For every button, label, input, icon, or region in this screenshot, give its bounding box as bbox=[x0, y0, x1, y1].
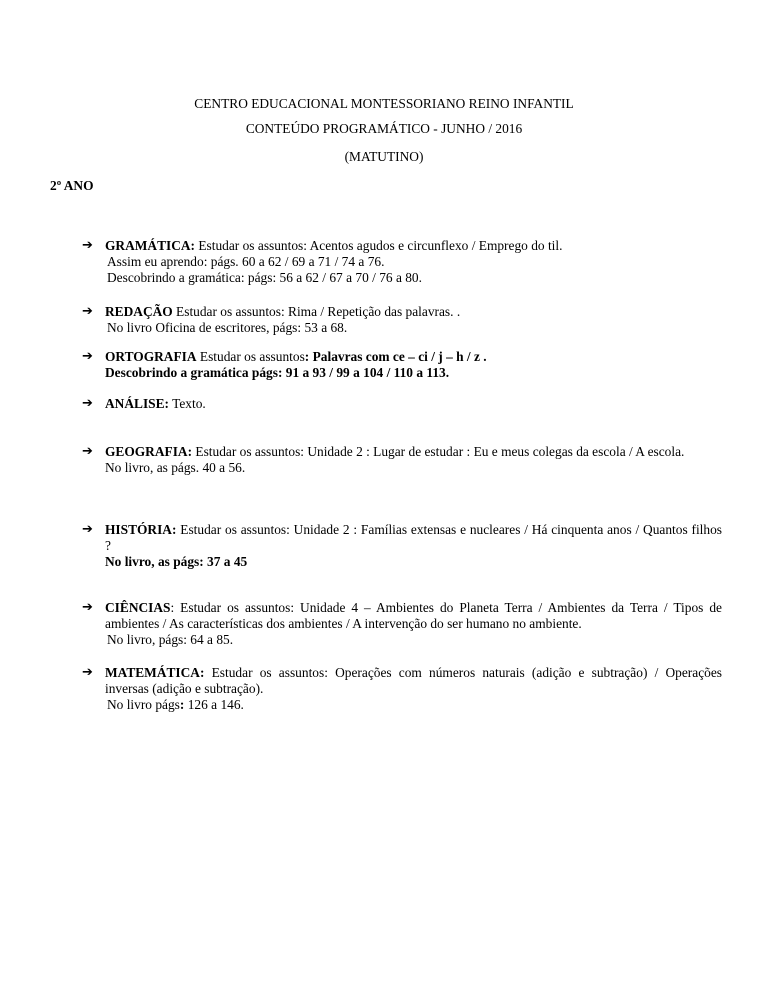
item-content bbox=[105, 444, 722, 476]
subject-label: GRAMÁTICA: bbox=[105, 238, 196, 253]
item-text: Estudar os assuntos: Unidade 2 : Lugar de estudar : Eu e meus colegas da escola / A escola. bbox=[192, 444, 685, 459]
subject-label: HISTÓRIA: bbox=[105, 522, 177, 537]
list-item-gramatica bbox=[82, 238, 722, 286]
list-item-analise bbox=[82, 396, 722, 412]
list-item-ortografia bbox=[82, 349, 722, 381]
arrow-right-icon: ➔ bbox=[82, 396, 93, 411]
item-line: No livro Oficina de escritores, págs: 53 a 68. bbox=[107, 320, 348, 335]
item-content bbox=[105, 665, 722, 713]
item-line: No livro, as págs: 37 a 45 bbox=[105, 554, 248, 569]
subject-label: ORTOGRAFIA bbox=[105, 349, 197, 364]
subject-label: ANÁLISE: bbox=[105, 396, 169, 411]
item-text: Estudar os assuntos: Unidade 2 : Famílias extensas e nucleares / Há cinquenta anos / Quantos filhos ? bbox=[105, 522, 722, 553]
item-line: No livro, as págs. 40 a 56. bbox=[105, 460, 246, 475]
arrow-right-icon: ➔ bbox=[82, 600, 93, 615]
item-line bbox=[107, 697, 722, 713]
item-text: Estudar os assuntos bbox=[196, 349, 305, 364]
line-part: 126 a 146. bbox=[184, 697, 244, 712]
list-item-ciencias bbox=[82, 600, 722, 648]
subject-label: CIÊNCIAS bbox=[105, 600, 171, 615]
shift-label: (MATUTINO) bbox=[344, 149, 424, 164]
item-text: Estudar os assuntos: Rima / Repetição das palavras. . bbox=[172, 304, 461, 319]
item-line: No livro, págs: 64 a 85. bbox=[107, 632, 234, 647]
item-line: Descobrindo a gramática: págs: 56 a 62 / 67 a 70 / 76 a 80. bbox=[107, 270, 422, 285]
subject-label: MATEMÁTICA: bbox=[105, 665, 205, 680]
item-text: Texto. bbox=[169, 396, 206, 411]
list-item-matematica bbox=[82, 665, 722, 713]
list-item-geografia bbox=[82, 444, 722, 476]
list-item-redacao bbox=[82, 304, 722, 336]
list-item-historia bbox=[82, 522, 722, 570]
item-text: Estudar os assuntos: Acentos agudos e circunflexo / Emprego do til. bbox=[195, 238, 563, 253]
item-line: Descobrindo a gramática págs: 91 a 93 / 99 a 104 / 110 a 113. bbox=[105, 365, 450, 380]
item-text-bold: : Palavras com ce – ci / j – h / z . bbox=[304, 349, 487, 364]
arrow-right-icon: ➔ bbox=[82, 238, 93, 253]
grade-heading: 2º ANO bbox=[50, 178, 94, 193]
arrow-right-icon: ➔ bbox=[82, 304, 93, 319]
item-text: Estudar os assuntos: Operações com números naturais (adição e subtração) / Operações inversas (adição e subtração). bbox=[105, 665, 722, 696]
item-text: : Estudar os assuntos: Unidade 4 – Ambientes do Planeta Terra / Ambientes da Terra / Tipos de ambientes / As características dos ambientes / A intervenção do ser humano no ambiente. bbox=[105, 600, 722, 631]
arrow-right-icon: ➔ bbox=[82, 444, 93, 459]
school-name: CENTRO EDUCACIONAL MONTESSORIANO REINO INFANTIL bbox=[194, 96, 574, 111]
item-content bbox=[105, 396, 722, 412]
document-subtitle: CONTEÚDO PROGRAMÁTICO - JUNHO / 2016 bbox=[245, 121, 523, 136]
item-content bbox=[105, 349, 722, 381]
arrow-right-icon: ➔ bbox=[82, 522, 93, 537]
subject-label: GEOGRAFIA: bbox=[105, 444, 193, 459]
item-line: Assim eu aprendo: págs. 60 a 62 / 69 a 71 / 74 a 76. bbox=[107, 254, 385, 269]
arrow-right-icon: ➔ bbox=[82, 665, 93, 680]
line-colon: : bbox=[179, 697, 185, 712]
item-content bbox=[105, 600, 722, 648]
item-content bbox=[105, 304, 722, 336]
subject-label: REDAÇÃO bbox=[105, 304, 173, 319]
item-content bbox=[105, 238, 722, 286]
line-part: No livro págs bbox=[107, 697, 180, 712]
item-content bbox=[105, 522, 722, 570]
arrow-right-icon: ➔ bbox=[82, 349, 93, 364]
